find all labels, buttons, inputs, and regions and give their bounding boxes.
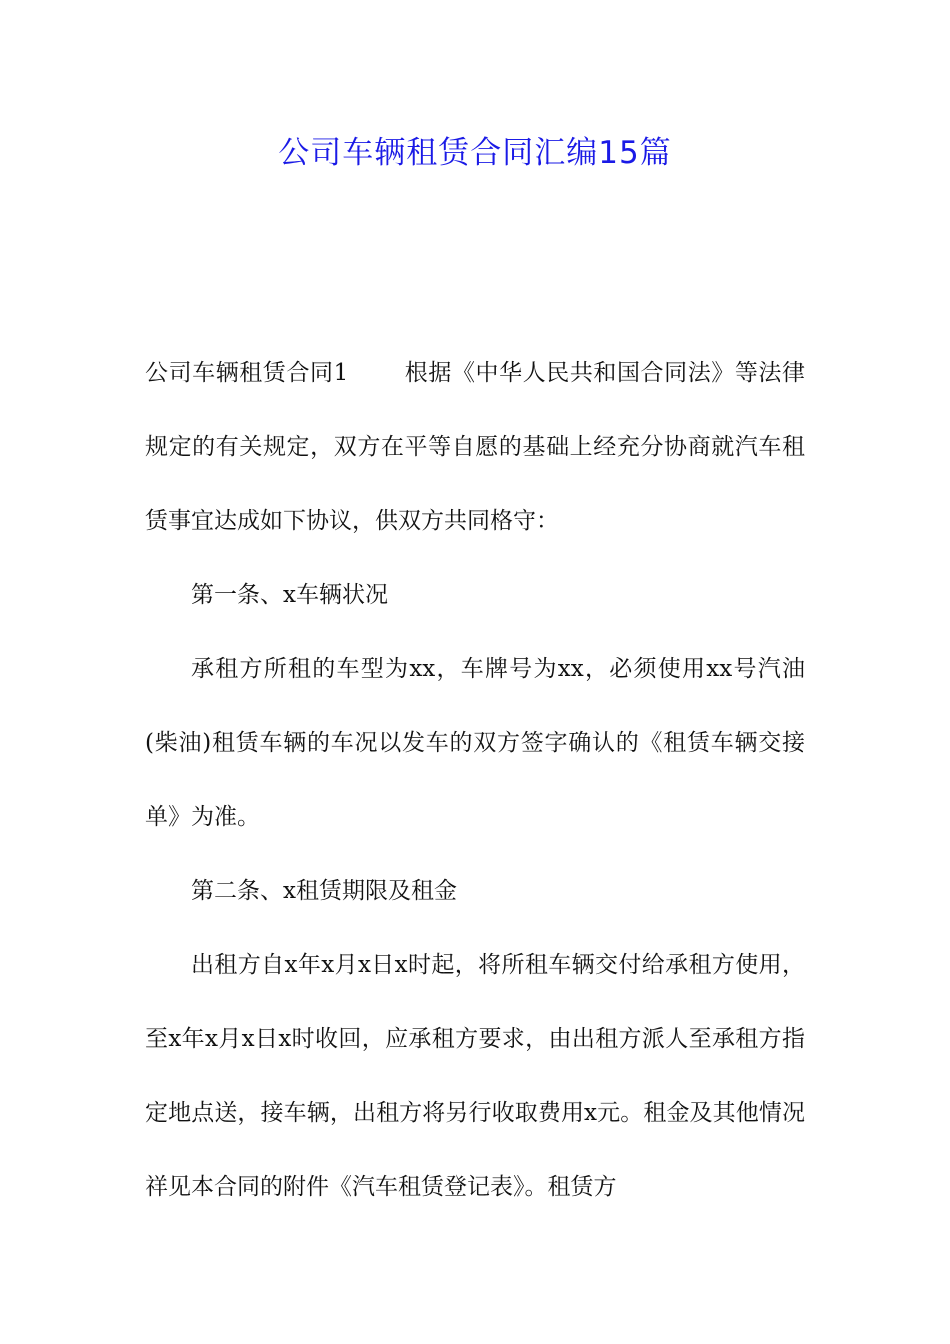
paragraph-text: 根据《中华人民共和国合同法》等法律规定的有关规定，双方在平等自愿的基础上经充分协商就汽车租赁事宜达成如下协议，供双方共同格守： (145, 360, 805, 534)
article-heading-2: 第二条、x租赁期限及租金 (191, 878, 457, 904)
paragraph-vehicle-condition: 承租方所租的车型为xx，车牌号为xx，必须使用xx号汽油(柴油)租赁车辆的车况以发车的双方签字确认的《租赁车辆交接单》为准。 (145, 656, 805, 830)
contract-heading: 公司车辆租赁合同1 (145, 360, 349, 386)
document-title: 公司车辆租赁合同汇编15篇 (278, 135, 672, 171)
paragraph-lease-term: 出租方自x年x月x日x时起，将所租车辆交付给承租方使用，至x年x月x日x时收回，应承租方要求，由出租方派人至承租方指定地点送，接车辆，出租方将另行收取费用x元。租金及其他情况祥见本合同的附件《汽车租赁登记表》。租赁方 (145, 952, 805, 1200)
paragraph-intro (145, 336, 805, 558)
document-body (145, 336, 805, 1224)
article-heading-1: 第一条、x车辆状况 (191, 582, 388, 608)
